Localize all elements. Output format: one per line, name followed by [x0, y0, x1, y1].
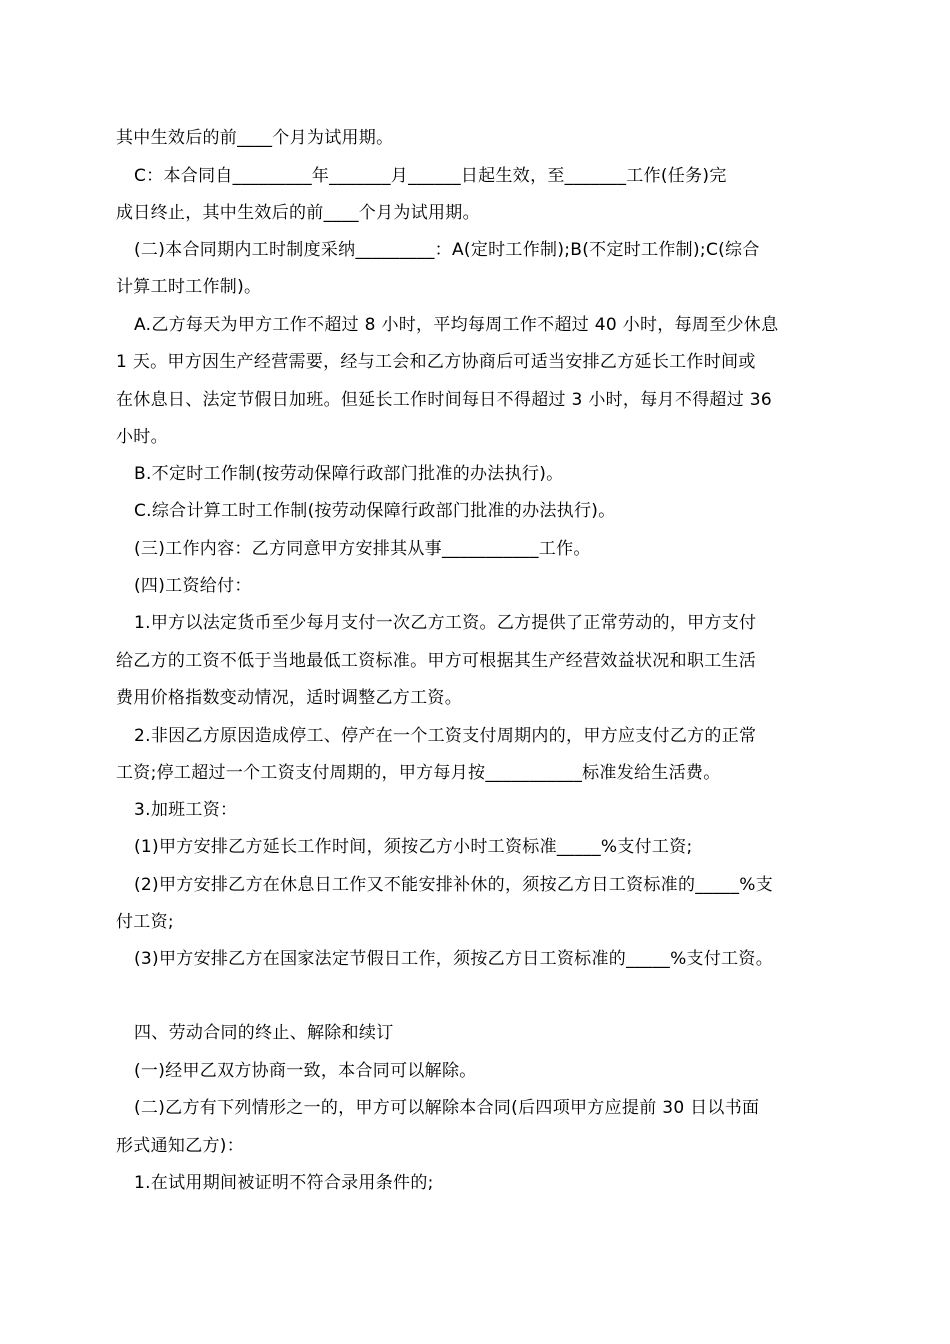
text-line: 工资;停工超过一个工资支付周期的，甲方每月按___________标准发给生活费。 — [116, 763, 721, 783]
text-line: 形式通知乙方)： — [116, 1136, 245, 1156]
text-line: (一)经甲乙双方协商一致，本合同可以解除。 — [134, 1061, 477, 1081]
text-line: C.综合计算工时工作制(按劳动保障行政部门批准的办法执行)。 — [134, 501, 616, 521]
text-line: 在休息日、法定节假日加班。但延长工作时间每日不得超过 3 小时，每月不得超过 36 — [116, 390, 772, 410]
text-line: 3.加班工资： — [134, 800, 238, 820]
text-line: B.不定时工作制(按劳动保障行政部门批准的办法执行)。 — [134, 464, 564, 484]
text-line: (1)甲方安排乙方延长工作时间，须按乙方小时工资标准_____%支付工资; — [134, 837, 693, 857]
text-line: 付工资; — [116, 912, 174, 932]
section-heading: 四、劳动合同的终止、解除和续订 — [134, 1023, 394, 1043]
text-line: C：本合同自_________年_______月______日起生效，至_______工作(任务)完 — [134, 166, 727, 186]
text-line: 小时。 — [116, 427, 168, 447]
text-line: 给乙方的工资不低于当地最低工资标准。甲方可根据其生产经营效益状况和职工生活 — [116, 651, 757, 671]
text-line: 1.甲方以法定货币至少每月支付一次乙方工资。乙方提供了正常劳动的，甲方支付 — [134, 613, 757, 633]
text-line: (四)工资给付： — [134, 576, 252, 596]
text-line: 1 天。甲方因生产经营需要，经与工会和乙方协商后可适当安排乙方延长工作时间或 — [116, 352, 756, 372]
text-line: A.乙方每天为甲方工作不超过 8 小时，平均每周工作不超过 40 小时，每周至少休息 — [134, 315, 779, 335]
text-line: 2.非因乙方原因造成停工、停产在一个工资支付周期内的，甲方应支付乙方的正常 — [134, 726, 757, 746]
text-line: (二)乙方有下列情形之一的，甲方可以解除本合同(后四项甲方应提前 30 日以书面 — [134, 1098, 760, 1118]
text-line: 其中生效后的前____个月为试用期。 — [116, 128, 394, 148]
text-line: (三)工作内容：乙方同意甲方安排其从事___________工作。 — [134, 539, 591, 559]
text-line: 计算工时工作制)。 — [116, 277, 262, 297]
text-line: (2)甲方安排乙方在休息日工作又不能安排补休的，须按乙方日工资标准的_____%支 — [134, 875, 774, 895]
text-line: 费用价格指数变动情况，适时调整乙方工资。 — [116, 688, 462, 708]
text-line: (二)本合同期内工时制度采纳_________：A(定时工作制);B(不定时工作制);C(综合 — [134, 240, 760, 260]
text-line: 成日终止，其中生效后的前____个月为试用期。 — [116, 203, 480, 223]
text-line: 1.在试用期间被证明不符合录用条件的; — [134, 1173, 434, 1193]
text-line: (3)甲方安排乙方在国家法定节假日工作，须按乙方日工资标准的_____%支付工资。 — [134, 949, 774, 969]
